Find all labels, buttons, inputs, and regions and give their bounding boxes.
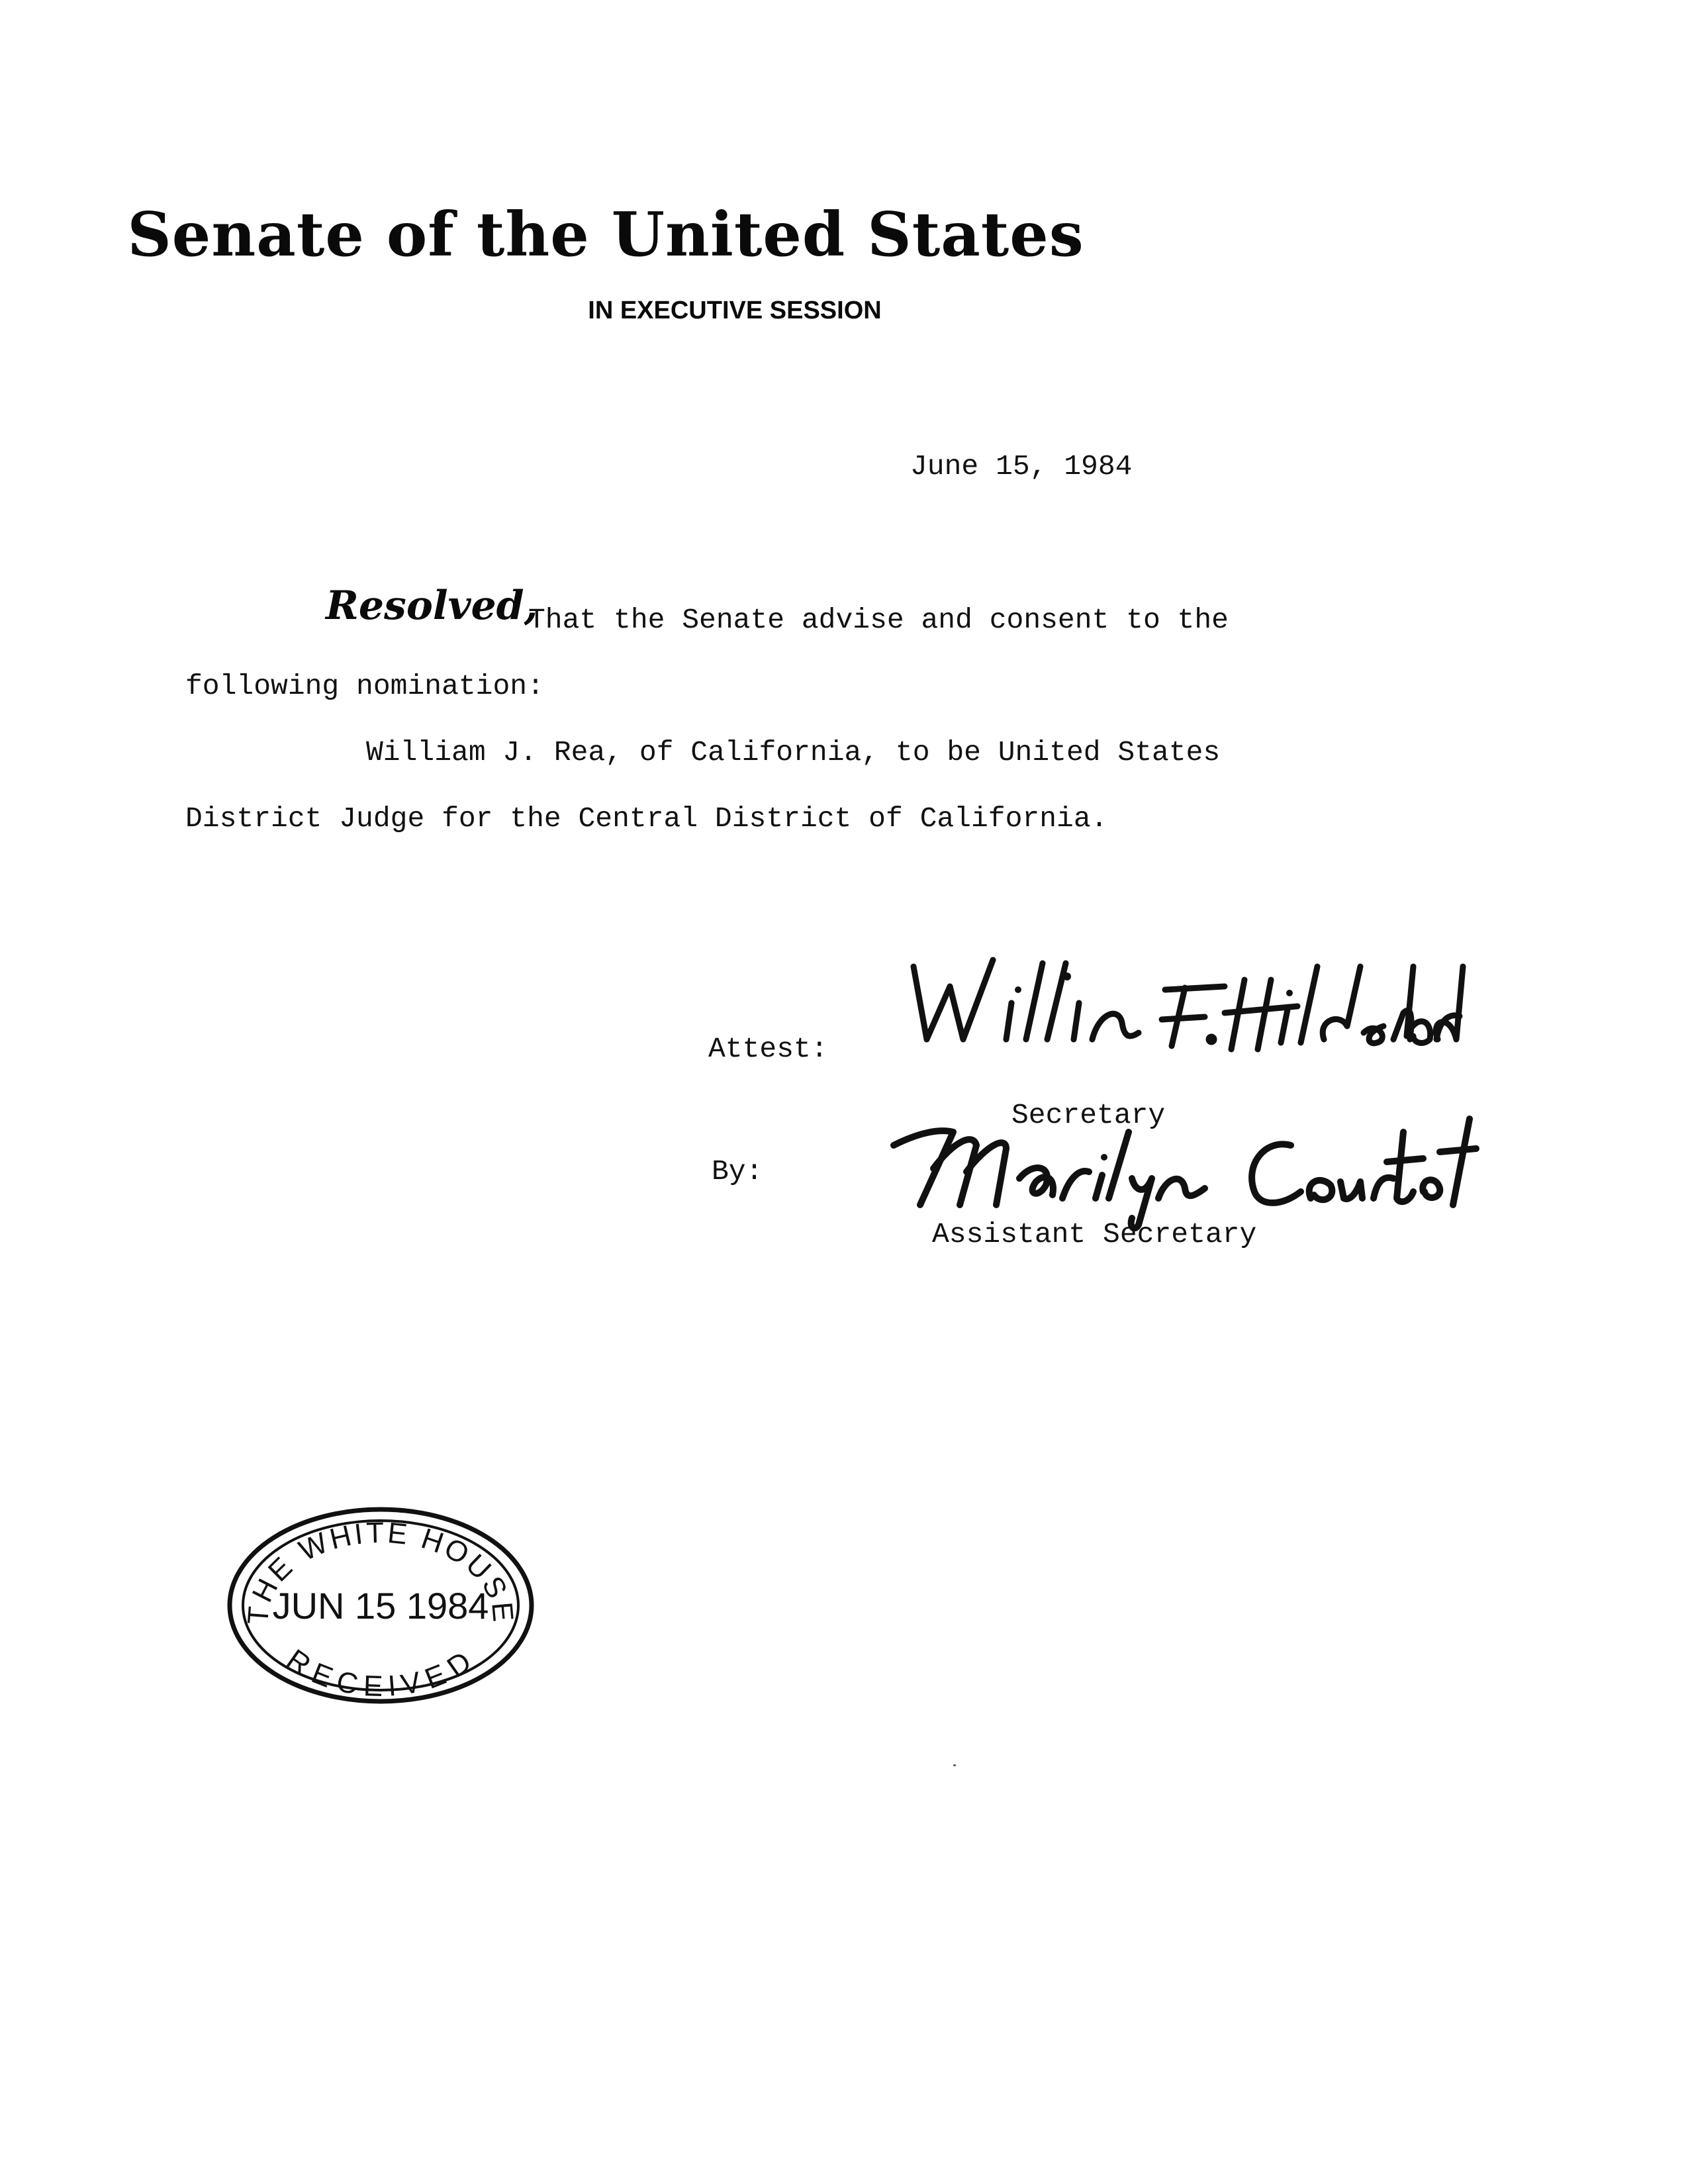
attest-label: Attest:	[708, 1033, 828, 1065]
assistant-secretary-title: Assistant Secretary	[932, 1218, 1257, 1251]
resolved-word: Resolved,	[326, 583, 538, 629]
scan-speck	[953, 1764, 956, 1766]
by-label: By:	[712, 1155, 763, 1188]
assistant-signature	[880, 1106, 1489, 1231]
session-subtitle: IN EXECUTIVE SESSION	[588, 297, 882, 324]
svg-text:RECEIVED	[281, 1643, 481, 1703]
secretary-signature	[900, 940, 1470, 1066]
white-house-received-stamp	[222, 1503, 539, 1708]
resolution-line-4: District Judge for the Central District of California.	[185, 802, 1108, 835]
resolution-line-3: William J. Rea, of California, to be United States	[366, 736, 1221, 769]
masthead-title: Senate of the United States	[127, 199, 1084, 270]
stamp-top-text: THE WHITE HOUSE	[242, 1516, 520, 1626]
document-date: June 15, 1984	[910, 450, 1133, 483]
secretary-title: Secretary	[1011, 1099, 1166, 1131]
stamp-bottom-text: RECEIVED	[281, 1642, 481, 1703]
resolution-line-1: That the Senate advise and consent to the	[528, 604, 1229, 636]
resolution-line-2: following nomination:	[185, 670, 544, 702]
stamp-date: JUN 15 1984	[272, 1585, 489, 1627]
